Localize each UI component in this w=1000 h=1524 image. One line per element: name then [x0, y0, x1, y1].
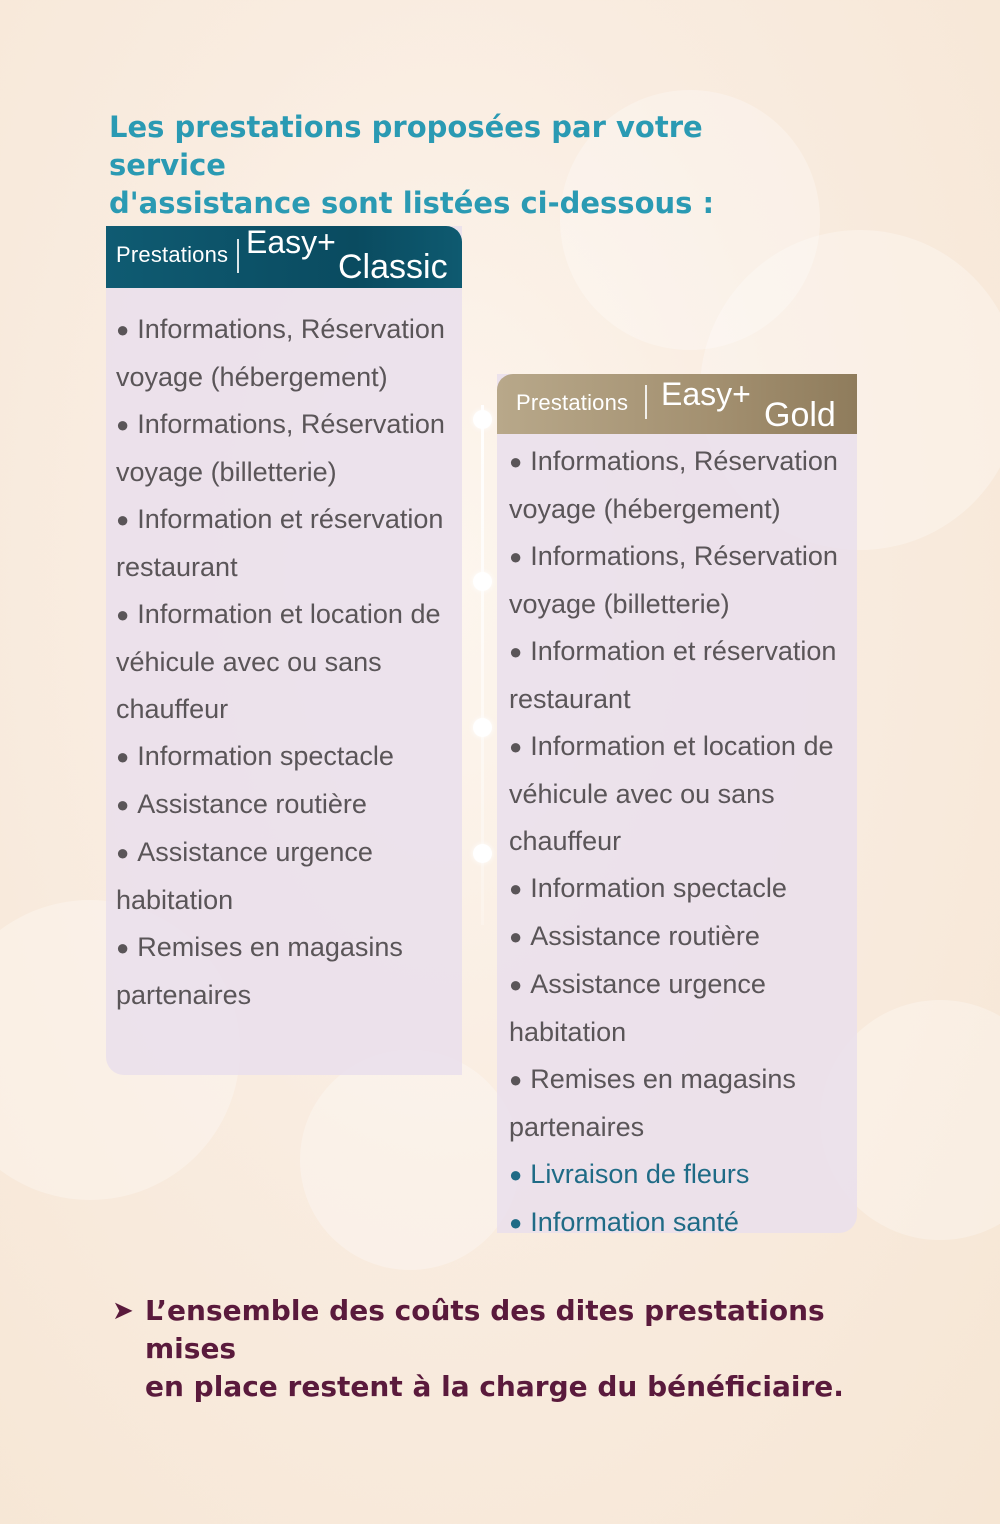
bullet-icon: ● — [509, 972, 523, 997]
service-item-label: Assistance urgence habitation — [116, 837, 373, 915]
classic-easy-label: Easy+ — [246, 224, 336, 260]
service-item — [116, 781, 456, 829]
bullet-icon: ● — [116, 317, 130, 342]
bullet-icon: ● — [509, 924, 523, 949]
connector-dot — [473, 572, 492, 591]
classic-prestations-label: Prestations — [116, 242, 229, 267]
arrow-icon: ➤ — [112, 1296, 134, 1326]
connector-dot — [473, 844, 492, 863]
service-item-label: Remises en magasins partenaires — [116, 932, 403, 1010]
service-item-label: Assistance routière — [530, 921, 760, 951]
bullet-icon: ● — [116, 602, 130, 627]
service-item — [116, 496, 456, 591]
bullet-icon: ● — [509, 544, 523, 569]
footer-line-2: en place restent à la charge du bénéficiaire. — [145, 1370, 844, 1403]
service-item-label: Information santé — [530, 1207, 739, 1237]
service-item-label: Assistance urgence habitation — [509, 969, 766, 1047]
service-item-label: Information et location de véhicule avec ou sans chauffeur — [509, 731, 834, 856]
bullet-icon: ● — [509, 1162, 523, 1187]
page-heading — [109, 108, 829, 222]
gold-card-header — [497, 374, 857, 434]
gold-prestations-label: Prestations — [516, 390, 629, 415]
service-item-label: Information et réservation restaurant — [116, 504, 444, 582]
service-item — [116, 733, 456, 781]
service-item — [116, 306, 456, 401]
service-item-label: Informations, Réservation voyage (hébergement) — [509, 446, 838, 524]
service-item — [509, 913, 849, 961]
service-item — [509, 1056, 849, 1151]
service-item — [116, 829, 456, 924]
service-item-label: Livraison de fleurs — [530, 1159, 750, 1189]
bullet-icon: ● — [116, 744, 130, 769]
bullet-icon: ● — [509, 734, 523, 759]
service-item-label: Informations, Réservation voyage (hébergement) — [116, 314, 445, 392]
bullet-icon: ● — [116, 792, 130, 817]
heading-line-1: Les prestations proposées par votre service — [109, 110, 703, 182]
service-item-label: Information et location de véhicule avec ou sans chauffeur — [116, 599, 441, 724]
service-item — [116, 591, 456, 733]
service-item — [116, 924, 456, 1019]
classic-service-list — [116, 306, 456, 1019]
easy-plus-classic-card — [106, 226, 462, 1075]
service-item-label: Informations, Réservation voyage (billetterie) — [509, 541, 838, 619]
service-item-label: Information et réservation restaurant — [509, 636, 837, 714]
service-item-label: Assistance routière — [137, 789, 367, 819]
bullet-icon: ● — [116, 840, 130, 865]
service-item-label: Informations, Réservation voyage (billetterie) — [116, 409, 445, 487]
service-item-label: Remises en magasins partenaires — [509, 1064, 796, 1142]
bullet-icon: ● — [116, 507, 130, 532]
gold-easy-label: Easy+ — [661, 376, 751, 412]
service-item — [509, 865, 849, 913]
service-item — [509, 1199, 849, 1247]
bullet-icon: ● — [509, 1210, 523, 1235]
bullet-icon: ● — [509, 1067, 523, 1092]
service-item — [116, 401, 456, 496]
header-separator — [645, 385, 647, 419]
classic-tier-label: Classic — [338, 248, 448, 286]
gold-service-list — [509, 438, 849, 1247]
service-item — [509, 1151, 849, 1199]
service-item-label: Information spectacle — [137, 741, 394, 771]
classic-card-header — [106, 226, 462, 288]
bullet-icon: ● — [116, 412, 130, 437]
service-item — [509, 533, 849, 628]
service-item — [509, 438, 849, 533]
connector-dot — [473, 410, 492, 429]
bullet-icon: ● — [509, 876, 523, 901]
easy-plus-gold-card — [497, 374, 857, 1237]
bullet-icon: ● — [509, 449, 523, 474]
service-item — [509, 723, 849, 865]
bullet-icon: ● — [509, 639, 523, 664]
header-separator — [237, 239, 239, 273]
footer-line-1: L’ensemble des coûts des dites prestations mises — [145, 1294, 825, 1365]
bullet-icon: ● — [116, 935, 130, 960]
service-item-label: Information spectacle — [530, 873, 787, 903]
service-item — [509, 961, 849, 1056]
heading-line-2: d'assistance sont listées ci-dessous : — [109, 186, 715, 220]
gold-tier-label: Gold — [764, 396, 836, 434]
connector-dot — [473, 718, 492, 737]
service-item — [509, 628, 849, 723]
